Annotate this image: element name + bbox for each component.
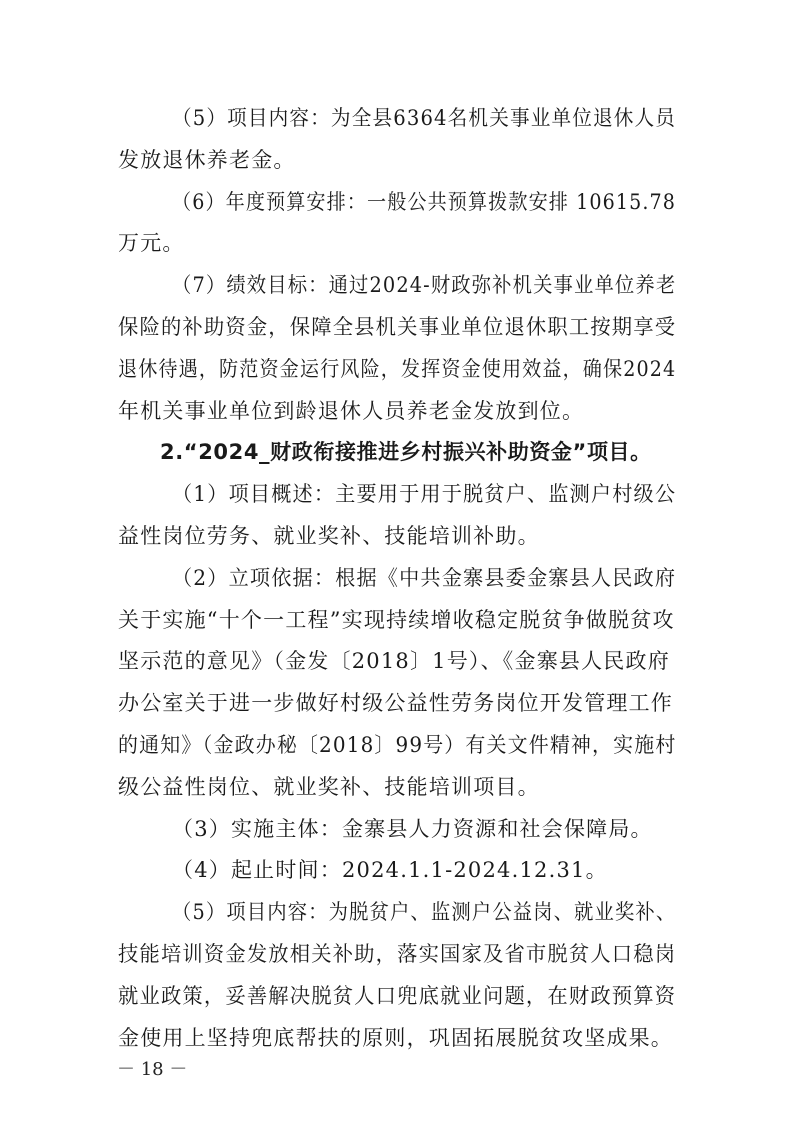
- paragraph-line: 坚示范的意见》（金发〔2018〕1号）、《金寨县人民政府: [118, 649, 670, 673]
- paragraph-line: （4）起止时间：2024.1.1-2024.12.31。: [172, 858, 608, 882]
- paragraph-line: 年机关事业单位到龄退休人员养老金发放到位。: [118, 399, 585, 423]
- paragraph-line: （5）项目内容：为全县6364名机关事业单位退休人员: [172, 106, 677, 130]
- paragraph-line: 的通知》（金政办秘〔2018〕99号）有关文件精神，实施村: [118, 733, 677, 757]
- paragraph-line: 万元。: [118, 231, 185, 255]
- paragraph-line: 保险的补助资金，保障全县机关事业单位退休职工按期享受: [118, 315, 677, 339]
- paragraph-line: 益性岗位劳务、就业奖补、技能培训补助。: [118, 524, 540, 548]
- paragraph-line: （7）绩效目标：通过2024-财政弥补机关事业单位养老: [172, 273, 677, 297]
- paragraph-line: （5）项目内容：为脱贫户、监测户公益岗、就业奖补、: [172, 900, 677, 924]
- paragraph-line: 退休待遇，防范资金运行风险，发挥资金使用效益，确保2024: [118, 357, 677, 381]
- paragraph-line: 就业政策，妥善解决脱贫人口兜底就业问题，在财政预算资: [118, 984, 677, 1008]
- paragraph-line: 级公益性岗位、就业奖补、技能培训项目。: [118, 775, 540, 799]
- paragraph-line: 关于实施“十个一工程”实现持续增收稳定脱贫争做脱贫攻: [118, 608, 675, 632]
- section-heading: 2.“2024_财政衔接推进乡村振兴补助资金”项目。: [160, 440, 652, 464]
- paragraph-line: 办公室关于进一步做好村级公益性劳务岗位开发管理工作: [118, 691, 673, 715]
- paragraph-line: （1）项目概述：主要用于用于脱贫户、监测户村级公: [172, 482, 677, 506]
- paragraph-line: 技能培训资金发放相关补助，落实国家及省市脱贫人口稳岗: [118, 942, 677, 966]
- paragraph-line: （3）实施主体：金寨县人力资源和社会保障局。: [172, 817, 653, 841]
- paragraph-line: （2）立项依据：根据《中共金寨县委金寨县人民政府: [172, 566, 677, 590]
- paragraph-line: （6）年度预算安排：一般公共预算拨款安排 10615.78: [172, 190, 677, 214]
- paragraph-line: 金使用上坚持兜底帮扶的原则，巩固拓展脱贫攻坚成果。: [118, 1026, 673, 1050]
- page-number: － 18 －: [117, 1059, 188, 1080]
- paragraph-line: 发放退休养老金。: [118, 148, 296, 172]
